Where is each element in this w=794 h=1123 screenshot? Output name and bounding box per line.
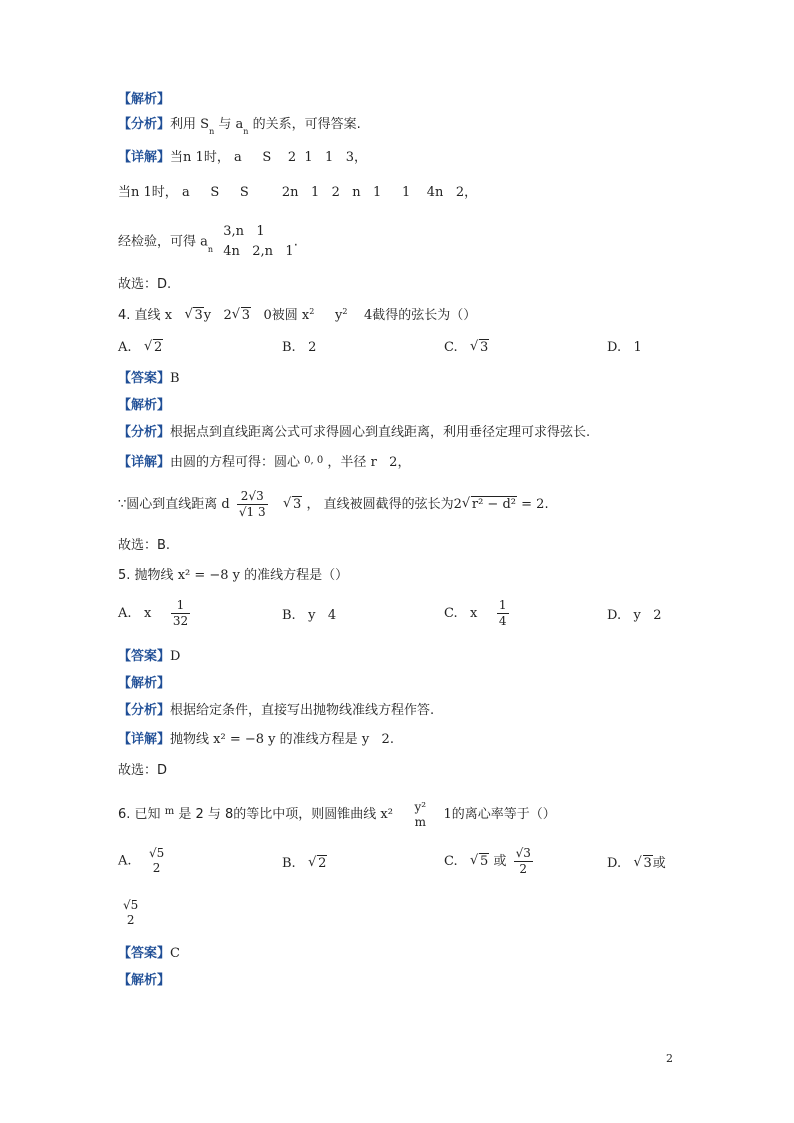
q5-fenxi-text: 根据给定条件，直接写出抛物线准线方程作答. — [170, 703, 435, 718]
q3-fenxi-sub-n1: n — [209, 127, 215, 136]
q5-detail-b: 的准线方程是 — [279, 732, 358, 747]
q4-stem-sq1: 2 — [309, 307, 315, 316]
q4-detail-r: r 2 — [370, 455, 398, 470]
q3-detail2-b: 时， — [151, 185, 178, 200]
q5-stem-eq: x² = −8 y — [177, 568, 241, 583]
answer-tag: 【答案】 — [118, 371, 171, 386]
q6-option-a — [118, 846, 169, 876]
q6-answer-tag: 【答案】 — [118, 946, 171, 961]
q6-option-c-frac — [514, 846, 533, 877]
q6-option-c-or: 或 — [493, 854, 507, 869]
q3-fenxi-text-c: 的关系，可得答案. — [252, 117, 361, 132]
q6-option-d2-num: √5 — [123, 898, 139, 912]
q4-detail — [118, 455, 410, 472]
q4-stem-x2: x — [301, 308, 310, 323]
q3-piecewise — [223, 222, 293, 262]
q6-option-d-label: D. — [607, 856, 622, 871]
q6-stem-x2: x² — [380, 807, 393, 822]
q6-stem-a: 6. 已知 — [118, 807, 161, 822]
q5-option-c-frac — [497, 598, 509, 629]
q6-option-d-continued — [118, 898, 143, 928]
detail-tag: 【详解】 — [118, 150, 171, 165]
q4-option-c-sqrt: √ 3 — [470, 340, 489, 356]
q3-detail2 — [118, 185, 477, 201]
q3-detail1-a: 当 — [170, 150, 184, 165]
q3-check — [118, 222, 298, 262]
q6-stem — [118, 798, 556, 833]
q3-check-text: 经检验，可得 — [118, 234, 197, 250]
q5-stem — [118, 568, 348, 584]
fenxi-tag: 【分析】 — [118, 117, 171, 132]
q6-stem-frac-den: m — [414, 814, 426, 829]
q4-dist-num: 2√3 — [237, 489, 268, 505]
q4-answer — [118, 371, 180, 387]
q6-answer-value: C — [170, 946, 180, 961]
q6-stem-c: 的离心率等于（） — [451, 807, 556, 822]
q5-option-a-pre: x — [143, 606, 152, 621]
q5-option-a-frac — [171, 598, 190, 629]
q4-detail-end: ， — [397, 455, 411, 470]
q5-analysis-tag: 【解析】 — [118, 676, 171, 691]
q5-option-a-num: 1 — [171, 598, 190, 614]
q3-detail2-math: a S S 2n 1 2 n 1 1 4n 2 — [181, 185, 465, 200]
q3-fenxi-sub-n2: n — [243, 127, 249, 136]
q6-option-b-sqrt: √ 2 — [308, 856, 327, 872]
q6-stem-frac — [412, 800, 428, 830]
q5-detail-a: 抛物线 — [170, 732, 210, 747]
q3-detail1-end: ， — [353, 150, 367, 165]
q3-detail1-b: 时， — [203, 150, 230, 165]
q4-option-c-label: C. — [444, 340, 458, 355]
q3-fenxi-S: S — [200, 117, 210, 132]
q4-stem-x: x — [164, 308, 173, 323]
q3-fenxi-text-b: 与 — [218, 117, 232, 132]
q4-detail-a: 由圆的方程可得：圆心 — [170, 455, 301, 470]
q6-analysis-tag: 【解析】 — [118, 973, 171, 988]
q3-result: 故选：D. — [118, 277, 172, 292]
q5-option-c-den: 4 — [498, 614, 507, 628]
q5-fenxi-tag: 【分析】 — [118, 703, 171, 718]
q4-dist-fraction — [237, 489, 268, 520]
q3-check-end: . — [293, 234, 298, 250]
q6-option-a-num: √5 — [148, 846, 165, 860]
q4-option-a-label: A. — [118, 340, 132, 355]
q4-stem-4: 4 — [363, 308, 373, 323]
q6-option-d — [607, 856, 666, 872]
q4-sqrt3: √ 3 — [184, 308, 203, 324]
q4-dist-b: ， 直线被圆截得的弦长为 — [306, 497, 454, 512]
q5-answer-tag: 【答案】 — [118, 649, 171, 664]
q5-option-b-value: y 4 — [308, 608, 337, 623]
q6-option-d2-den: 2 — [126, 913, 135, 927]
q6-stem-b: 是 2 与 8的等比中项，则圆锥曲线 — [178, 807, 377, 822]
q5-option-c — [444, 598, 512, 629]
q5-option-d-value: y 2 — [633, 608, 662, 623]
q5-option-a-den: 32 — [172, 614, 189, 628]
q5-option-c-pre: x — [470, 606, 478, 621]
q6-stem-1: 1 — [443, 807, 452, 822]
q3-fenxi-a: a — [235, 117, 244, 132]
q3-detail1 — [118, 150, 367, 166]
q3-case1: 3,n 1 — [223, 224, 265, 239]
q4-sqrt3b: √ 3 — [232, 308, 251, 324]
q5-option-c-num: 1 — [498, 598, 507, 612]
q4-option-a — [118, 340, 163, 356]
q3-check-an: a — [200, 234, 208, 250]
q4-chord-coef: 2 — [453, 497, 462, 512]
q6-stem-frac-num: y² — [414, 799, 427, 814]
q5-detail-val: y 2 — [361, 732, 390, 747]
q6-stem-m: m — [164, 806, 175, 817]
q4-fenxi-text: 根据点到直线距离公式可求得圆心到直线距离，利用垂径定理可求得弦长. — [170, 425, 591, 440]
q4-distance — [118, 488, 549, 522]
q4-option-a-sqrt: √ 2 — [144, 340, 163, 356]
q6-option-d-or: 或 — [652, 856, 666, 871]
q5-detail-tag: 【详解】 — [118, 732, 171, 747]
q6-option-d-sqrt: √ 3 — [634, 856, 653, 872]
q6-option-a-frac — [147, 846, 166, 876]
q5-stem-b: 的准线方程是（） — [244, 568, 349, 583]
q6-option-c-sqrt: √ 5 — [470, 854, 489, 870]
q4-option-d — [607, 340, 642, 356]
q4-fenxi-tag: 【分析】 — [118, 425, 171, 440]
q4-result: 故选：B. — [118, 538, 171, 553]
q4-detail-tag: 【详解】 — [118, 455, 171, 470]
q6-option-b — [282, 856, 327, 872]
q4-stem-y: y — [203, 308, 212, 323]
q4-stem-num: 4. 直线 — [118, 308, 161, 323]
q4-stem-c: 截得的弦长为（） — [372, 308, 477, 323]
q4-dist-den: √1 3 — [238, 505, 266, 519]
q4-option-d-value: 1 — [633, 340, 642, 355]
q5-answer — [118, 649, 180, 665]
q4-option-c — [444, 340, 489, 356]
q6-option-a-den: 2 — [152, 861, 161, 875]
q3-case2: 4n 2,n 1 — [223, 244, 294, 259]
q5-detail-end: . — [389, 732, 394, 747]
q3-fenxi-text-a: 利用 — [170, 117, 197, 132]
q6-option-d2-frac — [121, 898, 140, 928]
q4-option-d-label: D. — [607, 340, 622, 355]
q3-detail2-end: ， — [464, 185, 478, 200]
q4-stem-y2: y — [335, 308, 343, 323]
q4-stem — [118, 308, 476, 325]
q5-detail — [118, 732, 394, 748]
q6-answer — [118, 946, 180, 962]
q5-stem-a: 5. 抛物线 — [118, 568, 174, 583]
q5-option-a — [118, 598, 193, 629]
q6-option-c-num: √3 — [515, 846, 531, 860]
q6-option-c-label: C. — [444, 854, 458, 869]
page-number: 2 — [666, 1052, 673, 1065]
q5-option-a-label: A. — [118, 606, 132, 621]
q4-detail-b: ，半径 — [327, 455, 367, 470]
q6-option-c — [444, 846, 536, 877]
q3-fenxi — [118, 117, 361, 134]
q6-option-c-den: 2 — [519, 862, 528, 876]
q4-stem-2: 2 — [223, 308, 232, 323]
q4-answer-value: B — [170, 371, 180, 386]
q4-detail-center: 0, 0 — [304, 455, 324, 466]
q4-dist-end: . — [544, 497, 549, 512]
q3-detail1-math: a S 2 1 1 3 — [233, 150, 354, 165]
q4-chord-sqrt: √ r² − d² — [462, 488, 517, 522]
q4-option-b-label: B. — [282, 340, 296, 355]
q5-result: 故选：D — [118, 763, 168, 778]
q4-dist-a: ∵圆心到直线距离 — [118, 497, 218, 512]
q4-dist-d: d — [221, 497, 230, 512]
q5-option-d — [607, 608, 662, 624]
q3-detail2-a: 当 — [118, 185, 132, 200]
q5-option-b-label: B. — [282, 608, 296, 623]
q4-dist-sqrt: √ 3 — [283, 488, 302, 522]
q5-answer-value: D — [170, 649, 181, 664]
q5-option-d-label: D. — [607, 608, 622, 623]
q3-check-sub-n: n — [207, 244, 214, 254]
q3-detail1-n: n 1 — [183, 150, 204, 165]
q3-detail2-n: n 1 — [131, 185, 152, 200]
q4-stem-b: 被圆 — [271, 308, 298, 323]
analysis-tag: 【解析】 — [118, 92, 171, 107]
q4-chord-val: = 2 — [517, 497, 545, 512]
q5-option-c-label: C. — [444, 606, 458, 621]
q5-option-b — [282, 608, 336, 624]
q5-fenxi — [118, 703, 434, 719]
q4-stem-0: 0 — [263, 308, 272, 323]
q5-detail-eq: x² = −8 y — [213, 732, 276, 747]
q6-option-b-label: B. — [282, 856, 296, 871]
q4-option-b — [282, 340, 316, 356]
q4-stem-sq2: 2 — [342, 307, 348, 316]
q4-option-b-value: 2 — [308, 340, 317, 355]
q4-analysis-tag: 【解析】 — [118, 398, 171, 413]
q4-fenxi — [118, 425, 590, 441]
q6-option-a-label: A. — [118, 853, 132, 869]
